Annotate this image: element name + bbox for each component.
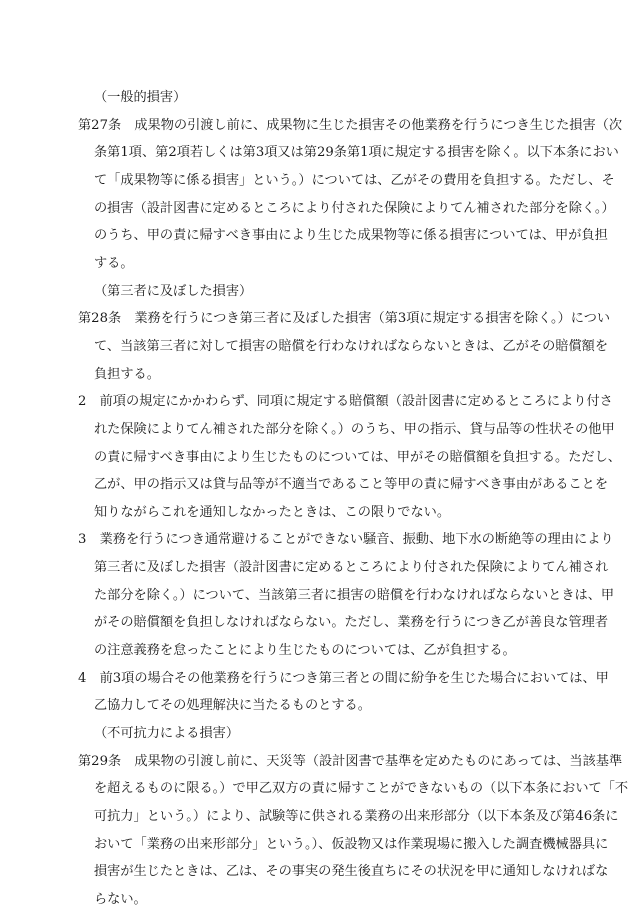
heading-article-27: （一般的損害） [94,90,187,105]
article-28-para-2-line: の責に帰すべき事由により生じたものについては、甲がその賠償額を負担する。ただし、 [94,449,621,465]
article-28-para-2-line: 2 前項の規定にかかわらず、同項に規定する賠償額（設計図書に定めるところにより付さ [78,394,613,410]
article-28-para-2-line: 乙が、甲の指示又は貸与品等が不適当であること等甲の責に帰すべき事由があることを [94,477,609,493]
article-28-para-2-line: 知りながらこれを通知しなかったときは、この限りでない。 [94,504,451,520]
heading-article-29: （不可抗力による損害） [94,726,240,742]
article-27-line: 条第1項、第2項若しくは第3項又は第29条第1項に規定する損害を除く。以下本条におい [94,145,619,161]
article-28-para-3-line: 3 業務を行うにつき通常避けることができない騒音、振動、地下水の断絶等の理由により [78,532,614,548]
article-28-line: 第28条 業務を行うにつき第三者に及ぼした損害（第3項に規定する損害を除く。）につい [78,311,611,327]
article-29-line: 第29条 成果物の引渡し前に、天災等（設計図書で基準を定めたものにあっては、当該基準 [78,753,623,769]
article-28-para-2-line: れた保険によりてん補された部分を除く。）のうち、甲の指示、貸与品等の性状その他甲 [94,421,615,437]
article-27-line: のうち、甲の責に帰すべき事由により生じた成果物等に係る損害については、甲が負担 [94,228,608,244]
article-28-para-4-line: 4 前3項の場合その他業務を行うにつき第三者との間に紛争を生じた場合においては、甲 [78,670,609,686]
article-28-para-3-line: の注意義務を怠ったことにより生じたものについては、乙が負担する。 [94,643,516,659]
article-29-line: 損害が生じたときは、乙は、その事実の発生後直ちにその状況を甲に通知しなければな [94,864,609,880]
article-28-para-3-line: た部分を除く。）について、当該第三者に損害の賠償を行わなければならないときは、甲 [94,587,615,603]
article-28-line: 負担する。 [94,366,160,382]
article-29-line: おいて「業務の出来形部分」という。）、仮設物又は作業現場に搬入した調査機械器具に [94,836,609,852]
article-28-para-4-line: 乙協力してその処理解決に当たるものとする。 [94,698,371,714]
article-28-para-3-line: がその賠償額を負担しなければならない。ただし、業務を行うにつき乙が善良な管理者 [94,615,609,631]
article-27-line: の損害（設計図書に定めるところにより付された保険によりてん補された部分を除く。） [94,200,615,216]
article-28-line: て、当該第三者に対して損害の賠償を行わなければならないときは、乙がその賠償額を [94,338,609,354]
article-29-line: らない。 [94,892,147,907]
article-27-line: する。 [94,255,134,271]
article-29-line: 可抗力」という。）により、試験等に供される業務の出来形部分（以下本条及び第46条に [94,809,619,825]
article-29-line: を超えるものに限る。）で甲乙双方の責に帰すことができないもの（以下本条において「不 [94,781,629,797]
heading-article-28: （第三者に及ぼした損害） [94,283,253,299]
article-27-line: て「成果物等に係る損害」という。）については、乙がその費用を負担する。ただし、そ [94,172,615,188]
article-28-para-3-line: 第三者に及ぼした損害（設計図書に定めるところにより付された保険によりてん補され [94,560,609,576]
article-27-line: 第27条 成果物の引渡し前に、成果物に生じた損害その他業務を行うにつき生じた損害（次 [78,117,623,133]
